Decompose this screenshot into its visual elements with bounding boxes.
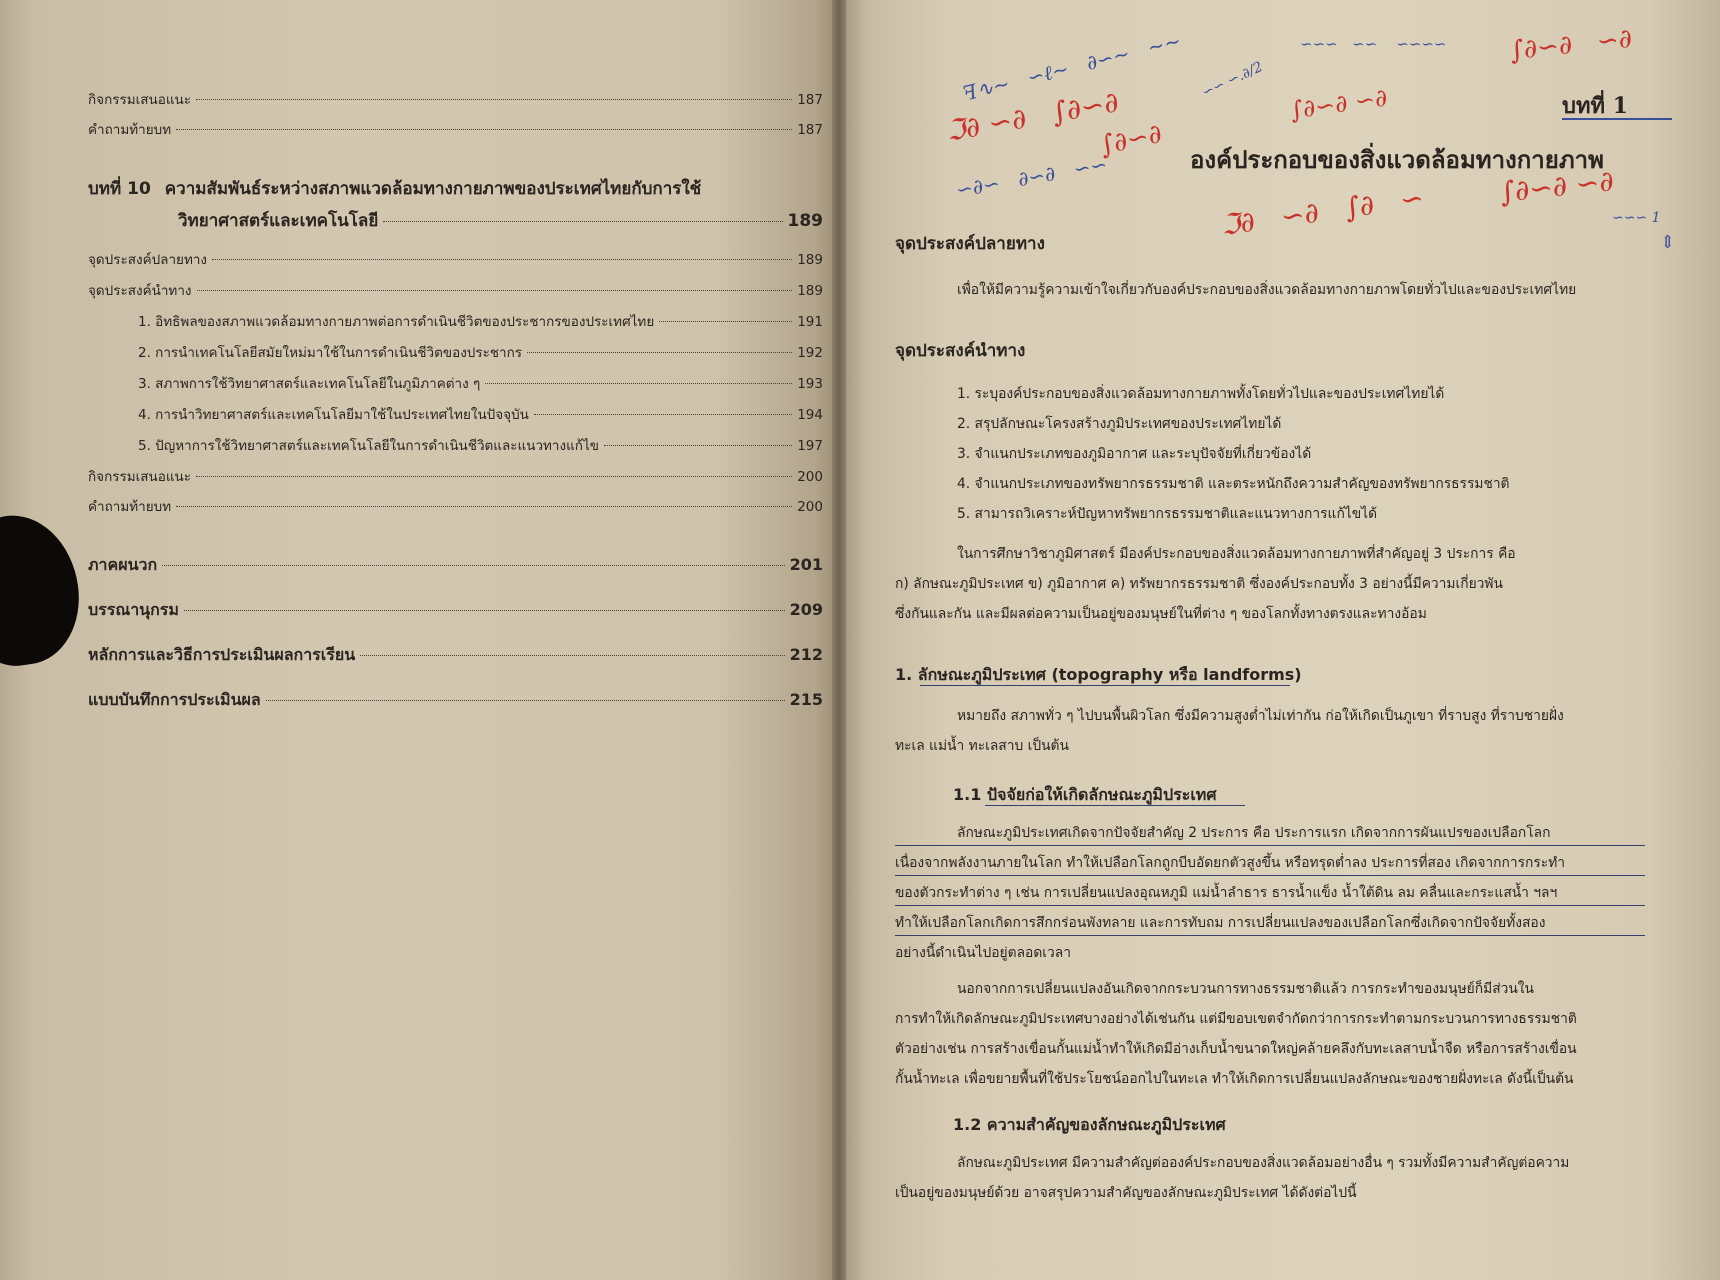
toc-title: หลักการและวิธีการประเมินผลการเรียน [88, 645, 356, 664]
toc-back-entry [88, 553, 823, 578]
subsection-1-1b-line: กั้นน้ำทะเล เพื่อขยายพื้นที่ใช้ประโยชน์ออกไปในทะเล ทำให้เกิดการเปลี่ยนแปลงลักษณะของชายฝั่งทะเล ดังนี้เป็นต้น [895, 1071, 1574, 1087]
toc-title: 3. สภาพการใช้วิทยาศาสตร์และเทคโนโลยีในภูมิภาคต่าง ๆ [138, 376, 481, 392]
toc-title: 1. อิทธิพลของสภาพแวดล้อมทางกายภาพต่อการดำเนินชีวิตของประชากรของประเทศไทย [138, 314, 655, 330]
toc-title: จุดประสงค์นำทาง [88, 283, 192, 299]
chapter-label: บทที่ 1 [1562, 93, 1628, 119]
terminal-objective-text: เพื่อให้มีความรู้ความเข้าใจเกี่ยวกับองค์ประกอบของสิ่งแวดล้อมทางกายภาพโดยทั่วไปและของประเทศไทย [957, 282, 1577, 298]
chapter-title: องค์ประกอบของสิ่งแวดล้อมทางกายภาพ [1190, 145, 1604, 174]
toc-page: 191 [797, 314, 823, 330]
terminal-objective-heading: จุดประสงค์ปลายทาง [895, 234, 1045, 254]
toc-title: 2. การนำเทคโนโลยีสมัยใหม่มาใช้ในการดำเนินชีวิตของประชากร [138, 345, 523, 361]
toc-title: จุดประสงค์ปลายทาง [88, 252, 208, 268]
toc-page: 200 [797, 499, 823, 515]
handwriting-signature: ∫∂∽∂ ∽∂ [1498, 164, 1616, 209]
section-1-line: หมายถึง สภาพทั่ว ๆ ไปบนพื้นผิวโลก ซึ่งมีความสูงต่ำไม่เท่ากัน ก่อให้เกิดเป็นภูเขา ที่ราบสูง ที่ราบชายฝั่ง [957, 708, 1564, 724]
handwriting-scribble: ∽∽∽ ∽∽ ∽∽∽∽ [1300, 35, 1447, 53]
chapter-title-line2: วิทยาศาสตร์และเทคโนโลยี [178, 211, 379, 231]
subsection-1-1-heading: 1.1 ปัจจัยก่อให้เกิดลักษณะภูมิประเทศ [953, 785, 1217, 804]
toc-entry [88, 118, 823, 140]
book-gutter [832, 0, 846, 1280]
objective-item: 5. สามารถวิเคราะห์ปัญหาทรัพยากรธรรมชาติและแนวทางการแก้ไขได้ [957, 506, 1378, 522]
toc-title: 5. ปัญหาการใช้วิทยาศาสตร์และเทคโนโลยีในการดำเนินชีวิตและแนวทางแก้ไข [138, 438, 599, 454]
toc-subentry [138, 372, 823, 394]
toc-subentry [138, 310, 823, 332]
toc-page: 215 [789, 690, 823, 709]
subsection-1-1-line: อย่างนี้ดำเนินไปอยู่ตลอดเวลา [895, 945, 1071, 961]
subsection-1-1-underline [985, 805, 1245, 806]
toc-title: 4. การนำวิทยาศาสตร์และเทคโนโลยีมาใช้ในประเทศไทยในปัจจุบัน [138, 407, 529, 423]
subsection-1-1-line: ของตัวกระทำต่าง ๆ เช่น การเปลี่ยนแปลงอุณหภูมิ แม่น้ำลำธาร ธารน้ำแข็ง น้ำใต้ดิน ลม คลื่นและกระแสน้ำ ฯลฯ [895, 885, 1558, 901]
intro-line: ก) ลักษณะภูมิประเทศ ข) ภูมิอากาศ ค) ทรัพยากรธรรมชาติ ซึ่งองค์ประกอบทั้ง 3 อย่างนี้มีความเกี่ยวพัน [895, 576, 1503, 592]
toc-title: คำถามท้ายบท [88, 499, 172, 515]
handwriting-scribble: ∽∽∽ 1 [1612, 210, 1661, 226]
toc-entry [88, 88, 823, 110]
subsection-1-1-line: เนื่องจากพลังงานภายในโลก ทำให้เปลือกโลกถูกบีบอัดยกตัวสูงขึ้น หรือทรุดต่ำลง ประการที่สอง เกิดจากการกระทำ [895, 855, 1566, 871]
chapter-label-underline [1562, 118, 1672, 120]
toc-chapter-10-heading [88, 175, 701, 202]
intro-line: ในการศึกษาวิชาภูมิศาสตร์ มีองค์ประกอบของสิ่งแวดล้อมทางกายภาพที่สำคัญอยู่ 3 ประการ คือ [957, 546, 1516, 562]
toc-entry [88, 279, 823, 301]
objective-item: 2. สรุปลักษณะโครงสร้างภูมิประเทศของประเทศไทยได้ [957, 416, 1282, 432]
toc-page: 209 [789, 600, 823, 619]
objective-item: 3. จำแนกประเภทของภูมิอากาศ และระบุปัจจัยที่เกี่ยวข้องได้ [957, 446, 1312, 462]
intro-line: ซึ่งกันและกัน และมีผลต่อความเป็นอยู่ของมนุษย์ในที่ต่าง ๆ ของโลกทั้งทางตรงและทางอ้อม [895, 606, 1427, 622]
handwriting-signature: ℑ∂ ∽∂ ∫∂∽∂ [943, 85, 1122, 148]
toc-page: 189 [797, 252, 823, 268]
handwriting-signature: ℑ∂ ∽∂ ∫∂ ∽ [1218, 180, 1426, 243]
section-1-line: ทะเล แม่น้ำ ทะเลสาบ เป็นต้น [895, 738, 1069, 754]
toc-back-entry [88, 598, 823, 623]
toc-subentry [138, 403, 823, 425]
subsection-1-1-line: ลักษณะภูมิประเทศเกิดจากปัจจัยสำคัญ 2 ประการ คือ ประการแรก เกิดจากการผันแปรของเปลือกโลก [957, 825, 1551, 841]
objective-item: 4. จำแนกประเภทของทรัพยากรธรรมชาติ และตระหนักถึงความสำคัญของทรัพยากรธรรมชาติ [957, 476, 1510, 492]
objective-item: 1. ระบุองค์ประกอบของสิ่งแวดล้อมทางกายภาพทั้งโดยทั่วไปและของประเทศไทยได้ [957, 386, 1445, 402]
toc-page: 187 [797, 122, 823, 138]
toc-page: 193 [797, 376, 823, 392]
toc-title: บรรณานุกรม [88, 600, 179, 619]
chapter-number: บทที่ 10 [88, 179, 151, 199]
toc-page: 192 [797, 345, 823, 361]
subsection-1-1b-line: ตัวอย่างเช่น การสร้างเขื่อนกั้นแม่น้ำทำให้เกิดมีอ่างเก็บน้ำขนาดใหญ่คล้ายคลึงกับทะเลสาบน้ำจืด หรือการสร้างเขื่อน [895, 1041, 1577, 1057]
toc-title: แบบบันทึกการประเมินผล [88, 690, 261, 709]
toc-page: 212 [789, 645, 823, 664]
handwriting-signature: ∫∂∽∂ [1097, 118, 1165, 162]
toc-subentry [138, 434, 823, 456]
toc-page: 201 [789, 555, 823, 574]
subsection-1-2-heading: 1.2 ความสำคัญของลักษณะภูมิประเทศ [953, 1115, 1226, 1134]
toc-subentry [138, 341, 823, 363]
subsection-1-2-line: เป็นอยู่ของมนุษย์ด้วย อาจสรุปความสำคัญของลักษณะภูมิประเทศ ได้ดังต่อไปนี้ [895, 1185, 1357, 1201]
subsection-1-1b-line: การทำให้เกิดลักษณะภูมิประเทศบางอย่างได้เช่นกัน แต่มีขอบเขตจำกัดกว่าการกระทำตามกระบวนการทางธรรมชาติ [895, 1011, 1577, 1027]
toc-chapter-10-line2 [178, 207, 823, 234]
toc-entry [88, 495, 823, 517]
chapter-title-line1: ความสัมพันธ์ระหว่างสภาพแวดล้อมทางกายภาพของประเทศไทยกับการใช้ [164, 179, 702, 199]
toc-title: กิจกรรมเสนอแนะ [88, 92, 192, 108]
pencil-underline [895, 905, 1645, 906]
toc-back-entry [88, 643, 823, 668]
section-1-underline [920, 685, 1290, 686]
pencil-underline [895, 935, 1645, 936]
pencil-underline [895, 875, 1645, 876]
handwriting-scribble: ∽∂∽ ∂∽∂ ∽∽ [954, 151, 1109, 203]
toc-entry [88, 248, 823, 270]
handwriting-signature: ∫∂∽∂ ∽∂ [1508, 23, 1634, 67]
subsection-1-1-line: ทำให้เปลือกโลกเกิดการสึกกร่อนพังทลาย และการทับถม การเปลี่ยนแปลงของเปลือกโลกซึ่งเกิดจากปัจจัยทั้งสอง [895, 915, 1546, 931]
toc-entry [88, 465, 823, 487]
toc-back-entry [88, 688, 823, 713]
toc-page: 187 [797, 92, 823, 108]
toc-page: 197 [797, 438, 823, 454]
toc-page: 200 [797, 469, 823, 485]
toc-title: ภาคผนวก [88, 555, 158, 574]
toc-page: 189 [797, 283, 823, 299]
enabling-objective-heading: จุดประสงค์นำทาง [895, 341, 1026, 361]
handwriting-scribble: ∽∽ ∽.∂/2 [1199, 59, 1266, 101]
handwriting-signature: ∫∂∽∂ ∽∂ [1288, 83, 1390, 125]
section-1-heading: 1. ลักษณะภูมิประเทศ (topography หรือ landforms) [895, 665, 1302, 684]
toc-page: 194 [797, 407, 823, 423]
pencil-underline [895, 845, 1645, 846]
toc-page: 189 [787, 211, 823, 231]
subsection-1-1b-line: นอกจากการเปลี่ยนแปลงอันเกิดจากกระบวนการทางธรรมชาติแล้ว การกระทำของมนุษย์ก็มีส่วนใน [957, 981, 1534, 997]
handwriting-scribble: ꟻ∿~ ∽ℓ~ ∂∽~ ~~ [960, 28, 1184, 106]
toc-title: กิจกรรมเสนอแนะ [88, 469, 192, 485]
toc-title: คำถามท้ายบท [88, 122, 172, 138]
arrow-mark-icon: ⇕ [1660, 232, 1676, 253]
subsection-1-2-line: ลักษณะภูมิประเทศ มีความสำคัญต่อองค์ประกอบของสิ่งแวดล้อมอย่างอื่น ๆ รวมทั้งมีความสำคัญต่อความ [957, 1155, 1570, 1171]
